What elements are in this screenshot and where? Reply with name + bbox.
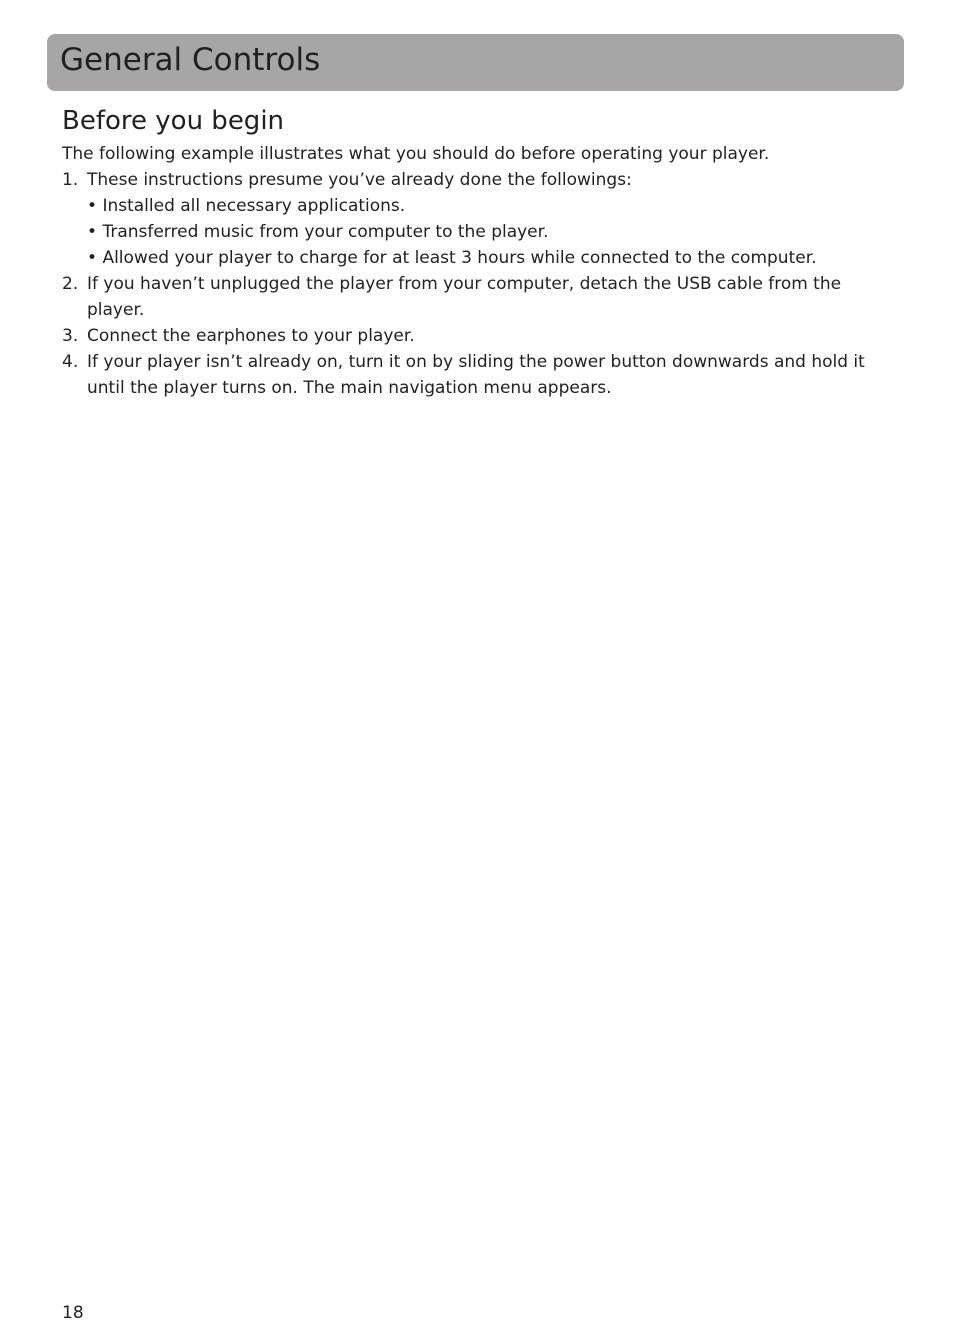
step-text: If your player isn’t already on, turn it on by sliding the power button downwards and hold it until the player turns on. The main navigation menu appears. [87, 352, 865, 398]
intro-paragraph: The following example illustrates what you should do before operating your player. [62, 144, 770, 164]
step-1 [62, 167, 882, 271]
steps-list [62, 167, 882, 401]
step-3 [62, 323, 882, 349]
step-number: 1. [62, 170, 79, 190]
bullet-item: • Allowed your player to charge for at least 3 hours while connected to the computer. [87, 245, 882, 271]
section-body [62, 141, 882, 401]
step-text: If you haven’t unplugged the player from your computer, detach the USB cable from the player. [87, 274, 842, 320]
step-text: These instructions presume you’ve already done the followings: [87, 170, 632, 190]
bullet-item: • Installed all necessary applications. [87, 193, 882, 219]
chapter-header-bar [47, 34, 904, 91]
step-number: 4. [62, 352, 79, 372]
step-text: Connect the earphones to your player. [87, 326, 415, 346]
bullet-item: • Transferred music from your computer to the player. [87, 219, 882, 245]
step-number: 3. [62, 326, 79, 346]
chapter-title: General Controls [60, 42, 321, 78]
step-4 [62, 349, 882, 401]
step-number: 2. [62, 274, 79, 294]
step-2 [62, 271, 882, 323]
step-1-bullets [87, 193, 882, 271]
page-number: 18 [62, 1303, 84, 1323]
section-title: Before you begin [62, 106, 285, 136]
